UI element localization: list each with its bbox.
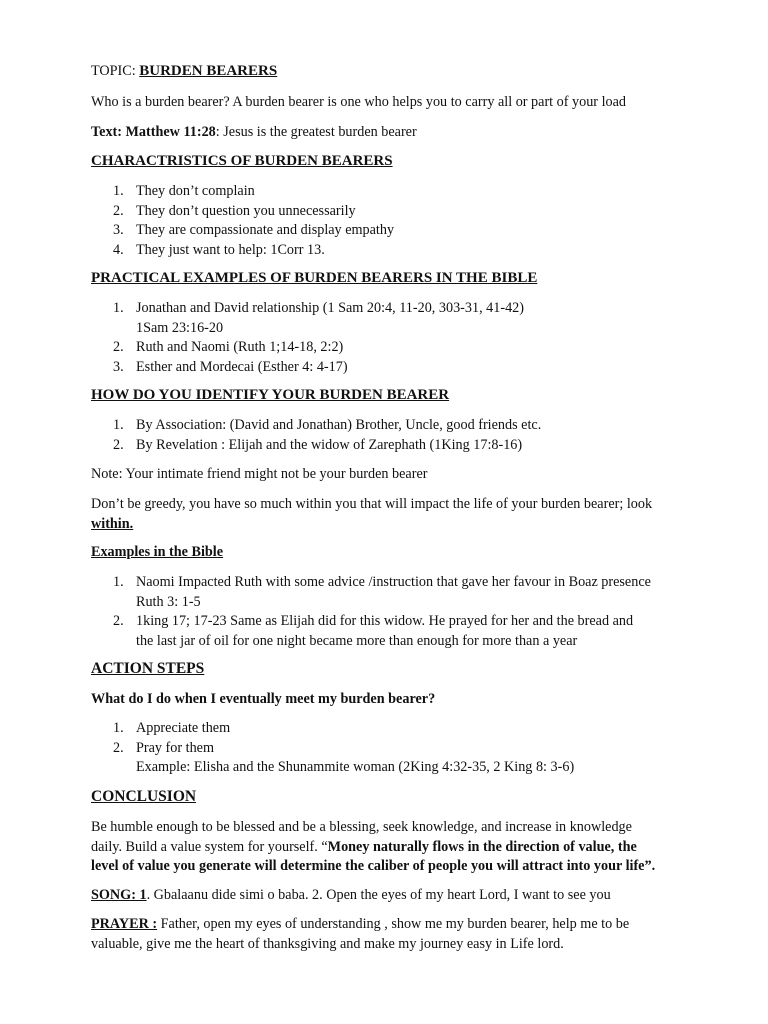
practical-heading: PRACTICAL EXAMPLES OF BURDEN BEARERS IN THE BIBLE bbox=[91, 270, 538, 286]
practical-list bbox=[91, 299, 691, 377]
list-item: 1. They don’t complain bbox=[113, 183, 255, 199]
action-heading: ACTION STEPS bbox=[91, 660, 205, 677]
prayer-paragraph: PRAYER : Father, open my eyes of understanding , show me my burden bearer, help me to be valuable, give me the heart of thanksgiving and make my journey easy in Life lord. bbox=[91, 916, 630, 952]
prayer-label: PRAYER : bbox=[91, 916, 158, 932]
list-item: 2. They don’t question you unnecessarily bbox=[113, 202, 356, 219]
action-list bbox=[91, 719, 691, 778]
greedy-paragraph: Don’t be greedy, you have so much within you that will impact the life of your burden bearer; look within. bbox=[91, 496, 653, 532]
identify-heading: HOW DO YOU IDENTIFY YOUR BURDEN BEARER bbox=[91, 387, 450, 403]
list-item: 3. They are compassionate and display empathy bbox=[113, 222, 395, 238]
conclusion-paragraph: Be humble enough to be blessed and be a blessing, seek knowledge, and increase in knowledge daily. Build a value system for yourself. “Money naturally flows in the direction of value, the level of value you generate will determine the caliber of people you will attract into your life”. bbox=[91, 819, 656, 874]
text-reference bbox=[91, 123, 691, 143]
text-rest: : Jesus is the greatest burden bearer bbox=[215, 124, 417, 140]
conclusion-heading: CONCLUSION bbox=[91, 788, 197, 805]
list-item: 2. 1king 17; 17-23 Same as Elijah did for this widow. He prayed for her and the bread and the last jar of oil for one night became more than enough for more than a year bbox=[113, 613, 634, 649]
characteristics-heading: CHARACTRISTICS OF BURDEN BEARERS bbox=[91, 153, 393, 169]
intro-text: Who is a burden bearer? A burden bearer is one who helps you to carry all or part of your load bbox=[91, 94, 627, 110]
within-emphasis: within. bbox=[91, 515, 134, 532]
note-text: Note: Your intimate friend might not be your burden bearer bbox=[91, 466, 428, 482]
list-item: 4. They just want to help: 1Corr 13. bbox=[113, 241, 325, 258]
list-item: 2. By Revelation : Elijah and the widow of Zarephath (1King 17:8-16) bbox=[113, 436, 523, 453]
text-label: Text: Matthew 11:28 bbox=[91, 124, 216, 140]
list-item: 1. Jonathan and David relationship (1 Sam 20:4, 11-20, 303-31, 41-42) 1Sam 23:16-20 bbox=[113, 300, 524, 336]
identify-list bbox=[91, 416, 691, 455]
list-item: 1. Appreciate them bbox=[113, 720, 231, 736]
song-label: SONG: 1 bbox=[91, 887, 147, 903]
topic-line bbox=[91, 62, 691, 82]
list-item: 1. By Association: (David and Jonathan) Brother, Uncle, good friends etc. bbox=[113, 417, 542, 433]
list-item: 1. Naomi Impacted Ruth with some advice /instruction that gave her favour in Boaz presence Ruth 3: 1-5 bbox=[113, 574, 651, 610]
action-question: What do I do when I eventually meet my burden bearer? bbox=[91, 691, 436, 707]
list-item: 2. Ruth and Naomi (Ruth 1;14-18, 2:2) bbox=[113, 339, 344, 355]
examples-heading: Examples in the Bible bbox=[91, 544, 224, 560]
list-item: 2. Pray for them Example: Elisha and the Shunammite woman (2King 4:32-35, 2 King 8: 3-6) bbox=[113, 739, 575, 775]
topic-title: BURDEN BEARERS bbox=[139, 63, 278, 79]
characteristics-list bbox=[91, 182, 691, 260]
topic-prefix: TOPIC: bbox=[91, 63, 140, 79]
list-item: 3. Esther and Mordecai (Esther 4: 4-17) bbox=[113, 358, 348, 375]
song-line: SONG: 1. Gbalaanu dide simi o baba. 2. Open the eyes of my heart Lord, I want to see you bbox=[91, 887, 611, 903]
examples-list bbox=[91, 573, 691, 651]
